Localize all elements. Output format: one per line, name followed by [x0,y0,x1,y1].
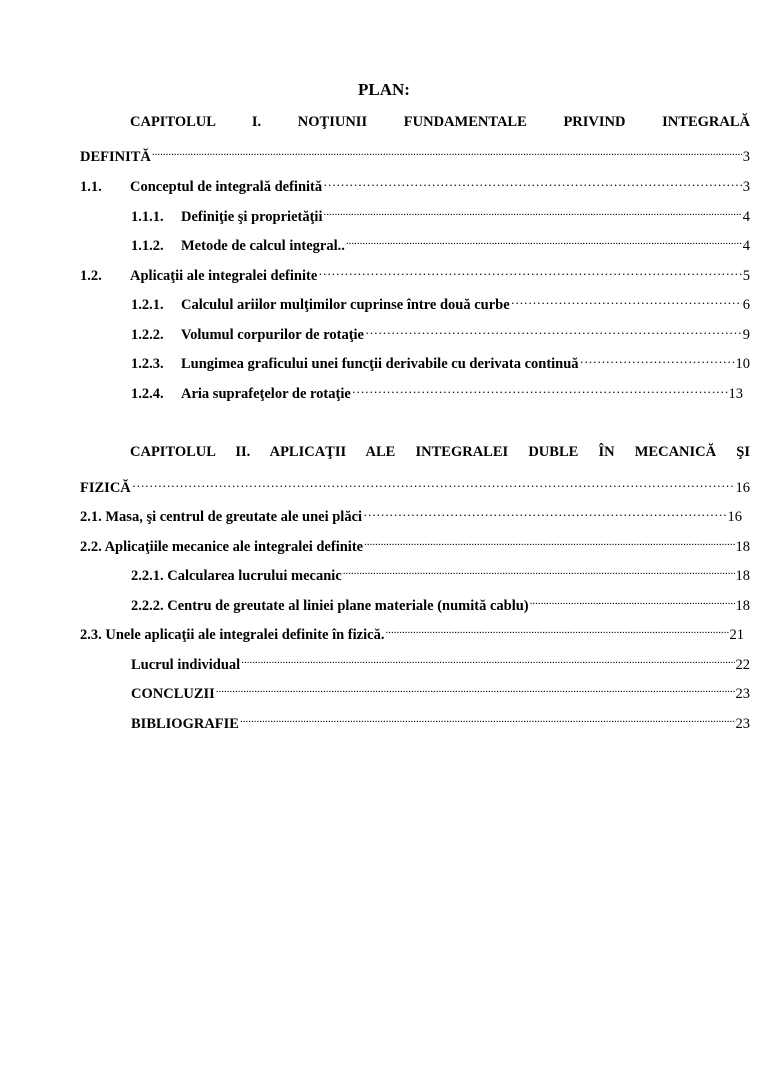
section-label: Volumul corpurilor de rotaţie [181,327,364,343]
leader-dots [343,562,735,580]
section-number: 1.1.2. [131,238,164,254]
page-number: 23 [735,716,750,732]
leader-dots [318,262,741,280]
leader-dots [352,380,728,398]
section-number: 1.2.2. [131,327,164,343]
page-number: 4 [742,238,750,254]
leader-dots [346,232,742,250]
leader-dots [152,143,742,161]
section-number: 1.2.4. [131,386,164,402]
page-number: 5 [742,268,750,284]
section-number: 1.1.1. [131,209,164,225]
section-label: 2.2.2. Centru de greutate al liniei plane materiale (numită cablu) [131,598,529,614]
leader-dots [132,474,735,492]
section-label: 2.3. Unele aplicaţii ale integralei definite în fizică. [80,627,385,643]
page-number: 23 [735,686,750,702]
leader-dots [580,350,735,368]
page-number: 16 [735,480,750,496]
leader-dots [324,203,742,221]
section-label: 2.2.1. Calcularea lucrului mecanic [131,568,342,584]
page-number: 3 [742,179,750,195]
page-number: 22 [735,657,750,673]
leader-dots [511,291,742,309]
chapter-2-heading-cont: FIZICĂ [80,480,131,496]
page-number: 18 [735,568,750,584]
chapter-2-heading: CAPITOLUL II. APLICAŢII ALE INTEGRALEI DUBLE ÎN MECANICĂ ŞI [130,444,750,460]
toc-row-1-1-2[interactable] [131,232,750,254]
page-number: 10 [735,356,750,372]
toc-row-2-2-1[interactable] [131,562,750,584]
section-number: 1.2.1. [131,297,164,313]
section-label: Conceptul de integrală definită [130,179,323,195]
section-label: Calculul ariilor mulţimilor cuprinse între două curbe [181,297,510,313]
toc-row-concluzii[interactable] [131,680,750,702]
toc-row-2-2[interactable] [80,533,750,555]
toc-row-2-2-2[interactable] [131,592,750,614]
toc-row-1-2-3[interactable] [131,350,750,372]
section-number: 1.2. [80,268,102,284]
toc-row-1-2-1[interactable] [131,291,750,313]
leader-dots [365,321,742,339]
chapter-1-heading-cont: DEFINITĂ [80,149,151,165]
toc-row-2-3[interactable] [80,621,744,643]
leader-dots [240,710,735,728]
toc-row-bibliografie[interactable] [131,710,750,732]
leader-dots [363,503,726,521]
leader-dots [216,680,735,698]
section-number: 1.1. [80,179,102,195]
leader-dots [241,651,734,669]
leader-dots [323,173,742,191]
toc-row-2-1[interactable] [80,503,742,525]
section-label: CONCLUZII [131,686,215,702]
toc-row-1-2[interactable] [80,262,750,284]
leader-dots [385,621,728,639]
toc-row-chapter-1[interactable] [80,143,750,165]
section-label: Lucrul individual [131,657,241,673]
page-number: 21 [729,627,744,643]
page-number: 6 [742,297,750,313]
leader-dots [364,533,734,551]
section-label: Definiţie şi proprietăţii [181,209,323,225]
section-label: Lungimea graficului unei funcţii derivabile cu derivata continuă [181,356,579,372]
toc-row-chapter-2[interactable] [80,474,750,496]
section-label: Metode de calcul integral.. [181,238,345,254]
toc-row-1-1[interactable] [80,173,750,195]
leader-dots [530,592,735,610]
toc-row-1-2-2[interactable] [131,321,750,343]
page-number: 4 [742,209,750,225]
section-label: Aplicaţii ale integralei definite [130,268,318,284]
page-number: 18 [735,598,750,614]
section-label: 2.2. Aplicaţiile mecanice ale integralei definite [80,539,364,555]
page-number: 13 [728,386,743,402]
page-number: 9 [742,327,750,343]
section-label: Aria suprafeţelor de rotaţie [181,386,351,402]
toc-row-1-2-4[interactable] [131,380,743,402]
section-label: BIBLIOGRAFIE [131,716,239,732]
page-number: 18 [735,539,750,555]
chapter-1-heading: CAPITOLUL I. NOŢIUNII FUNDAMENTALE PRIVIND INTEGRALĂ [130,114,750,130]
page-number: 16 [727,509,742,525]
section-label: 2.1. Masa, şi centrul de greutate ale unei plăci [80,509,363,525]
page-title: PLAN: [358,80,410,99]
toc-row-lucrul-individual[interactable] [131,651,750,673]
page-number: 3 [742,149,750,165]
section-number: 1.2.3. [131,356,164,372]
toc-row-1-1-1[interactable] [131,203,750,225]
